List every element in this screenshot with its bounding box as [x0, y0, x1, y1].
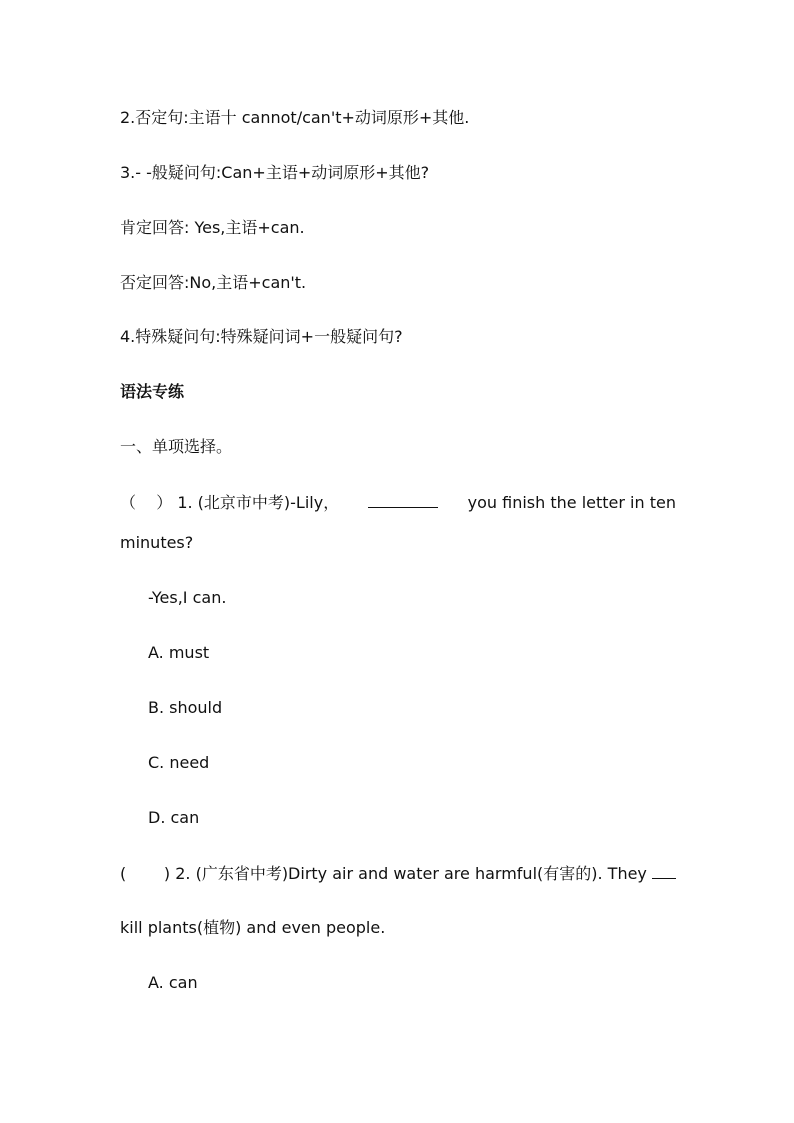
question-2-open-bracket: (: [120, 864, 127, 883]
grammar-general-question-line: 3.- -般疑问句:Can+主语+动词原形+其他?: [120, 163, 430, 182]
section-subtitle: 一、单项选择。: [120, 437, 233, 456]
question-1-example-answer: -Yes,I can.: [148, 588, 227, 607]
grammar-positive-answer-line: 肯定回答: Yes,主语+can.: [120, 218, 305, 237]
question-2-main: [164, 862, 676, 885]
question-2-line: [120, 862, 676, 885]
question-1-continuation: minutes?: [120, 533, 194, 552]
question-1-option-c: C. need: [148, 753, 210, 772]
grammar-special-question-line: 4.特殊疑问句:特殊疑问词+一般疑问句?: [120, 327, 403, 346]
question-1-answer-blank[interactable]: [368, 491, 438, 508]
question-1-number: 1.: [177, 493, 193, 512]
question-2-answer-blank[interactable]: [652, 862, 676, 879]
question-1-option-a: A. must: [148, 643, 210, 662]
section-title: 语法专练: [120, 382, 185, 401]
question-1-option-d: D. can: [148, 808, 200, 827]
grammar-negative-line: 2.否定句:主语十 cannot/can't+动词原形+其他.: [120, 108, 470, 127]
question-2-stem: 2. (广东省中考)Dirty air and water are harmful(有害的). They: [175, 864, 647, 883]
question-1-close-bracket: ）: [156, 493, 173, 512]
question-2-option-a: A. can: [148, 973, 198, 992]
question-1-line: [120, 491, 676, 514]
question-1-open-bracket: （: [120, 493, 137, 512]
question-1-source: (北京市中考)-Lily，: [197, 493, 340, 512]
grammar-negative-answer-line: 否定回答:No,主语+can't.: [120, 273, 307, 292]
question-1-prefix: [120, 492, 339, 514]
question-2-close-bracket: ): [163, 864, 171, 883]
question-1-after-blank: you finish the letter in ten: [467, 493, 676, 512]
question-1-option-b: B. should: [148, 698, 223, 717]
question-2-continuation: kill plants(植物) and even people.: [120, 918, 386, 937]
